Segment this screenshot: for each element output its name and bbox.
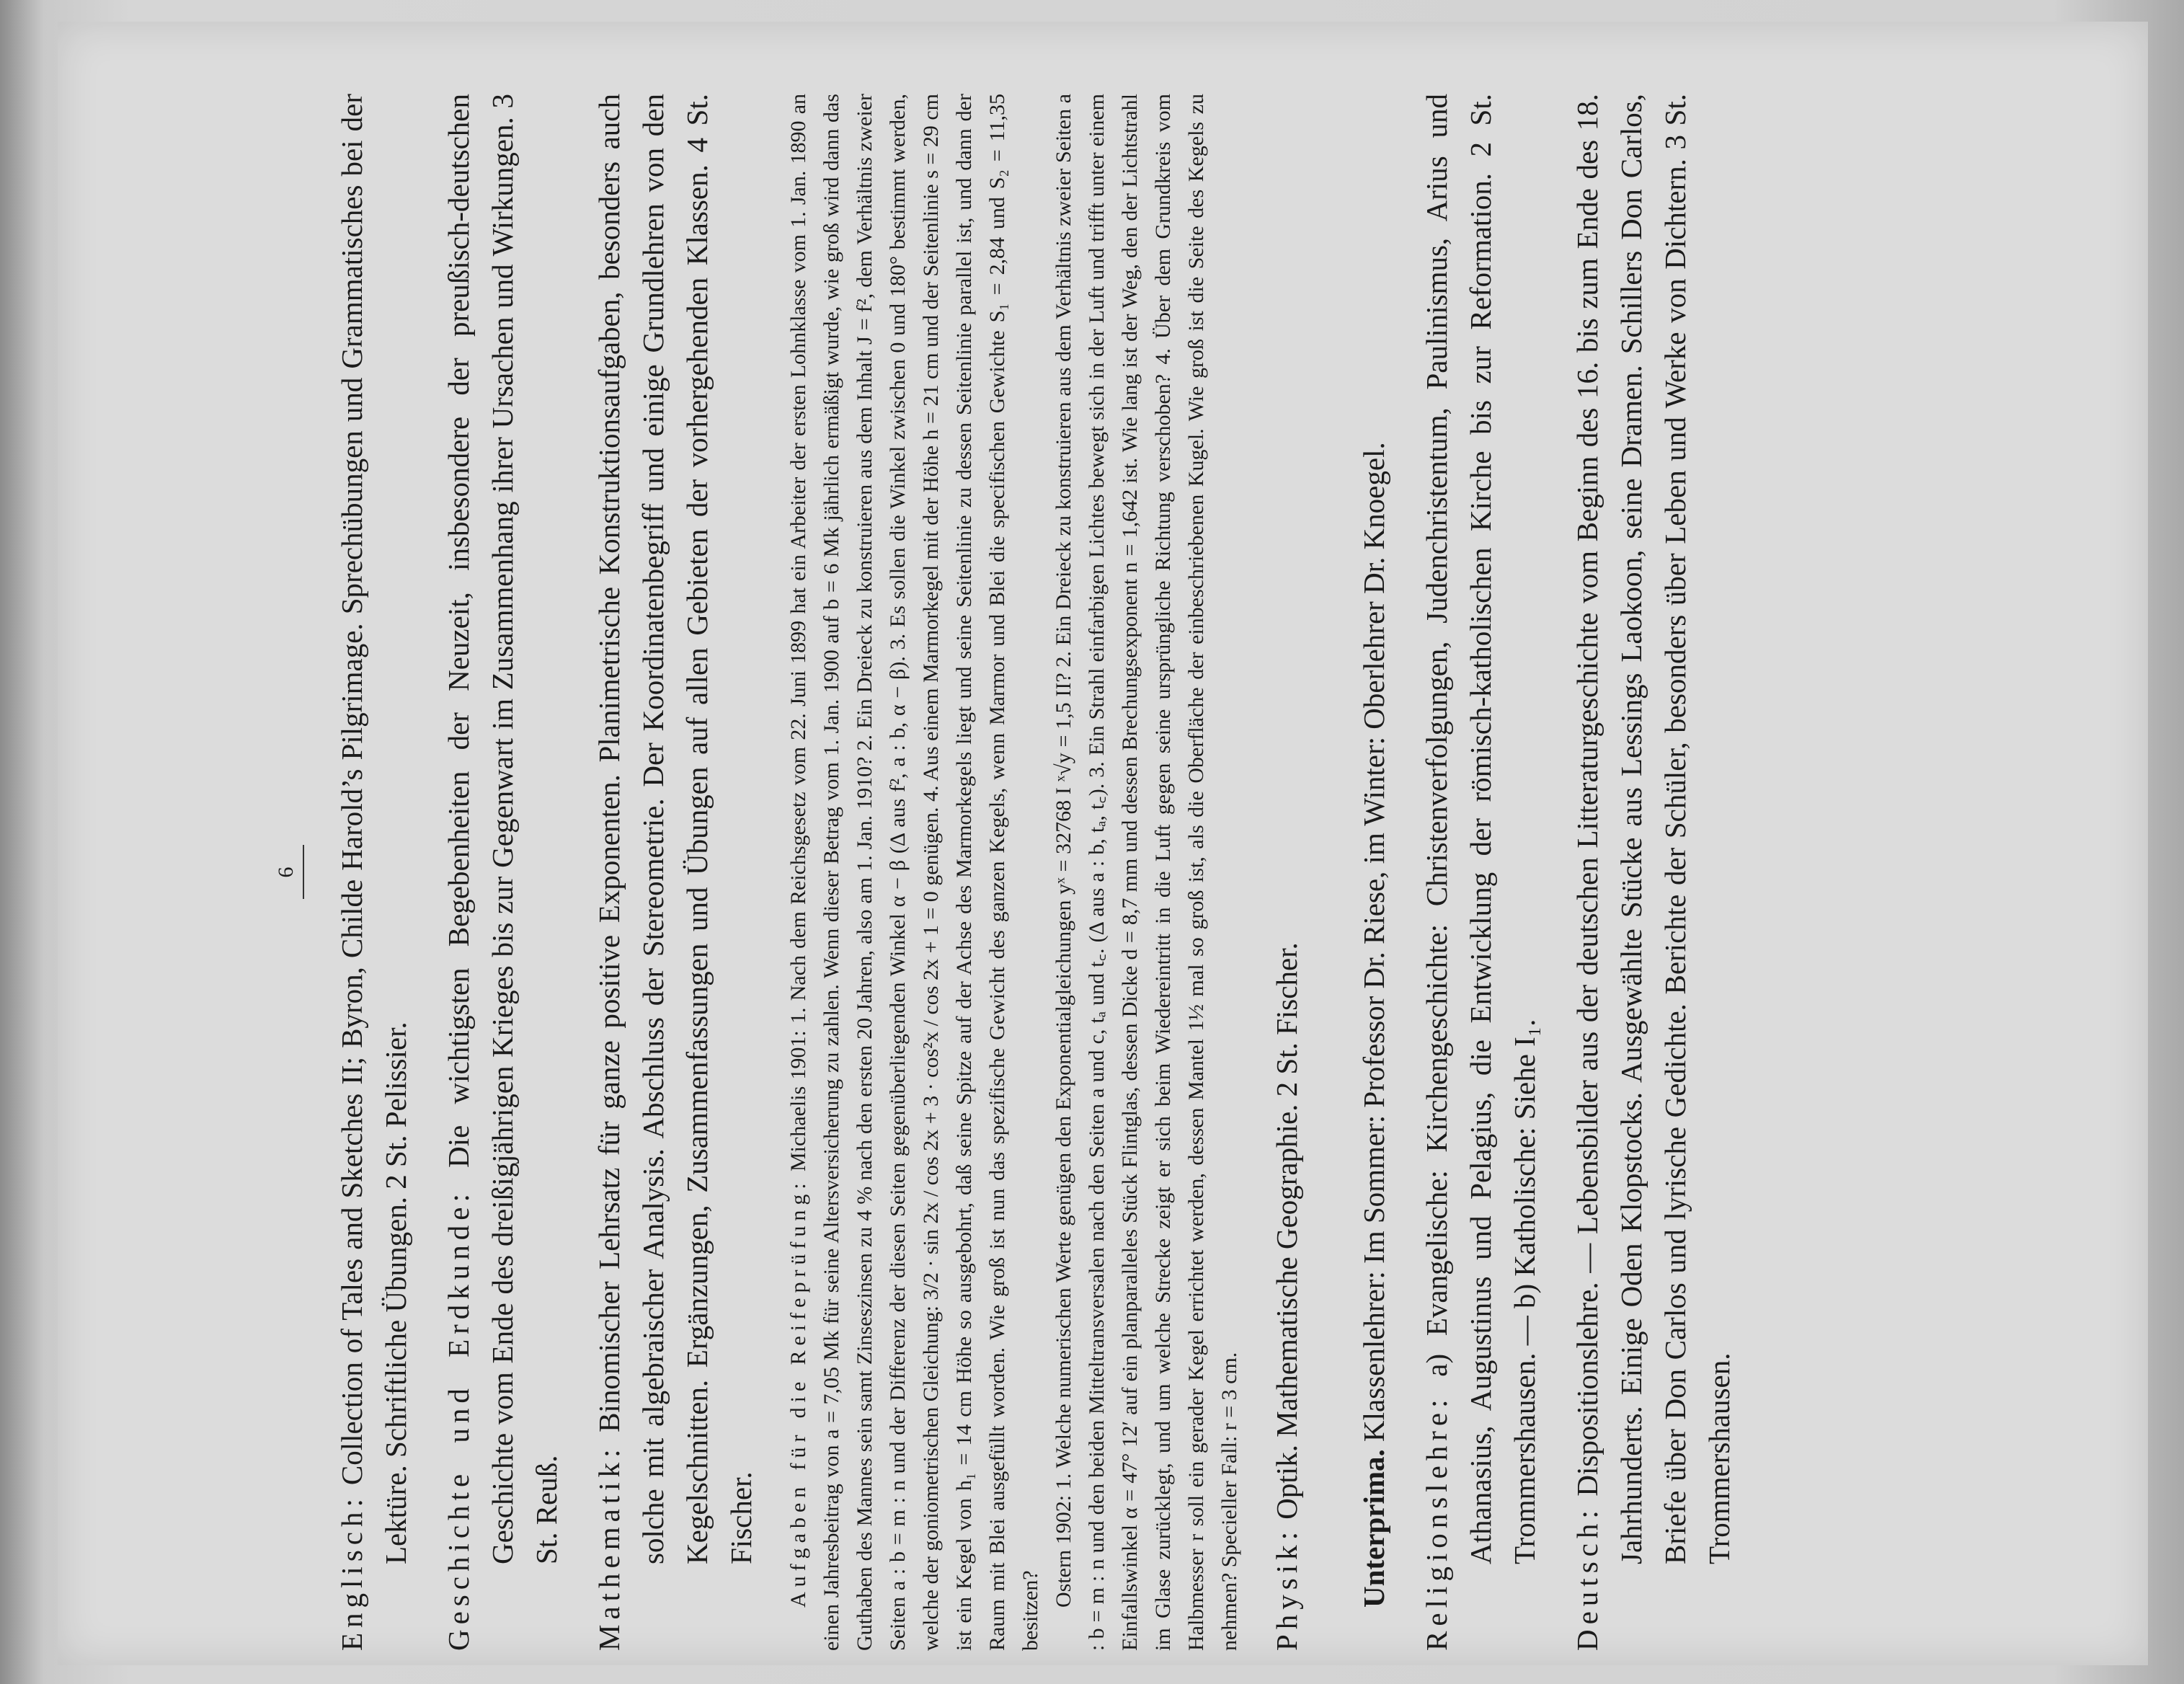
section-text: Michaelis 1901: 1. Nach dem Reichsgesetz vom 22. Juni 1899 hat ein Arbeiter der ersten Lohnklasse vom 1. Jan. 1890 an einen Jahresbeitrag von a = 7,05 Mk für seine Altersversicherung zu zahlen. Wenn dieser Betrag vom 1. Jan. 1900 auf b = 6 Mk jährlich ermäßigt wurde, wie groß wird dann das Guthaben des Mannes sein samt Zinseszinsen zu 4 % nach den ersten 20 Jahren, also am 1. Jan. 1910? 2. Ein Dreieck zu konstruieren aus dem Inhalt J = f², dem Verhältnis zweier Seiten a : b = m : n und der Differenz der diesen Seiten gegenüberliegenden Winkel α − β (Δ aus f², a : b, α − β). 3. Es sollen die Winkel zwischen 0 und 180° bestimmt werden, welche der goniometrischen Gleichung: 3/2 · sin 2x / cos 2x + 3 · cos²x / cos 2x + 1 = 0 genügen. 4. Aus einem Marmorkegel mit der Höhe h = 21 cm und der Seitenlinie s = 29 cm ist ein Kegel von h₁ = 14 cm Höhe so ausgebohrt, daß seine Spitze auf der Achse des Marmorkegels liegt und seine Seitenlinie zu dessen Seitenlinie parallel ist, und dann der Raum mit Blei ausgefüllt worden. Wie groß ist nun das spezifische Gewicht des ganzen Kegels, wenn Marmor und Blei die specifischen Gewichte S₁ = 2,84 und S₂ = 11,35 besitzen? [786, 93, 1042, 1651]
section-term: Aufgaben für die Reifeprüfung: [786, 1178, 810, 1608]
section-text: Collection of Tales and Sketches II; Byron, Childe Harold’s Pilgrimage. Sprechübungen und Grammatisches bei der Lektüre. Schriftliche Übungen. 2 St. Pelissier. [335, 94, 412, 1564]
rotated-text-frame [274, 94, 2184, 1651]
section-term: Deutsch: [1571, 1505, 1604, 1651]
section-unterprima [1352, 94, 1396, 1651]
section-text: Optik. Mathematische Geographie. 2 St. Fischer. [1270, 942, 1303, 1527]
section-term: Geschichte und Erdkunde: [442, 1189, 475, 1651]
section-religionslehre [1415, 94, 1547, 1651]
section-text: Binomischer Lehrsatz für ganze positive Exponenten. Planimetrische Konstruktionsaufgaben, besonders auch solche mit algebraischer Analysis. Abschluss der Stereometrie. Der Koordinatenbegriff und einige Grundlehren von den Kegelschnitten. Ergänzungen, Zusammenfassungen und Übungen auf allen Gebieten der vorhergehenden Klassen. 4 St. Fischer. [592, 94, 758, 1564]
section-englisch [330, 94, 418, 1651]
section-deutsch [1566, 94, 1741, 1651]
section-text: Dispositionslehre. — Lebensbilder aus der deutschen Litteraturgeschichte vom Beginn des 16. bis zum Ende des 18. Jahrhunderts. Einige Oden Klopstocks. Ausgewählte Stücke aus Lessings Laokoon, seine Dramen. Schillers Don Carlos, Briefe über Don Carlos und lyrische Gedichte. Berichte der Schüler, besonders über Leben und Werke von Dichtern. 3 St. Trommershausen. [1571, 94, 1736, 1564]
section-term: Mathematik: [592, 1444, 626, 1651]
document-page [58, 22, 2148, 1665]
section-reifepruefung [782, 94, 1047, 1651]
section-text: Klassenlehrer: Im Sommer: Professor Dr. Riese, im Winter: Oberlehrer Dr. Knoegel. [1357, 442, 1390, 1450]
section-physik [1265, 94, 1309, 1651]
section-ostern [1047, 94, 1246, 1651]
section-text: Die wichtigsten Begebenheiten der Neuzeit, insbesondere der preußisch-deutschen Geschichte vom Ende des dreißigjährigen Krieges bis zur Gegenwart im Zusammenhang ihrer Ursachen und Wirkungen. 3 St. Reuß. [442, 94, 563, 1564]
section-text: a) Evangelische: Kirchengeschichte: Christenverfolgungen, Judenchristentum, Paulinismus, Arius und Athanasius, Augustinus und Pelagius, die Entwicklung der römisch-katholischen Kirche bis zur Reformation. 2 St. Trommershausen. — b) Katholische: Siehe I₁. [1420, 94, 1541, 1564]
page-number: 6 [274, 94, 304, 1651]
section-term: Englisch: [335, 1494, 368, 1651]
section-text: Ostern 1902: 1. Welche numerischen Werte genügen den Exponentialgleichungen yˣ = 32768 I ˣ√y = 1,5 II? 2. Ein Dreieck zu konstruieren aus dem Verhältnis zweier Seiten a : b = m : n und den beiden Mitteltransversalen nach den Seiten a und c, tₐ und t꜀. (Δ aus a : b, tₐ, t꜀). 3. Ein Strahl einfarbigen Lichtes bewegt sich in der Luft und trifft unter einem Einfallswinkel α = 47° 12′ auf ein planparalleles Stück Flintglas, dessen Dicke d = 8,7 mm und dessen Brechungsexponent n = 1,642 ist. Wie lang ist der Weg, den der Lichtstrahl im Glase zurücklegt, und um welche Strecke zeigt er sich beim Wiedereintritt in die Luft gegen seine ursprüngliche Richtung verschoben? 4. Über dem Grundkreis vom Halbmesser r soll ein gerader Kegel errichtet werden, dessen Mantel 1½ mal so groß ist, als die Oberfläche der einbeschriebenen Kugel. Wie groß ist die Seite des Kegels zu nehmen? Specieller Fall: r = 3 cm. [1052, 94, 1241, 1651]
section-geschichte [437, 94, 569, 1651]
section-term: Religionslehre: [1420, 1394, 1453, 1651]
section-term: Physik: [1270, 1526, 1303, 1651]
class-heading: Unterprima. [1357, 1449, 1390, 1608]
section-mathematik [587, 94, 763, 1651]
